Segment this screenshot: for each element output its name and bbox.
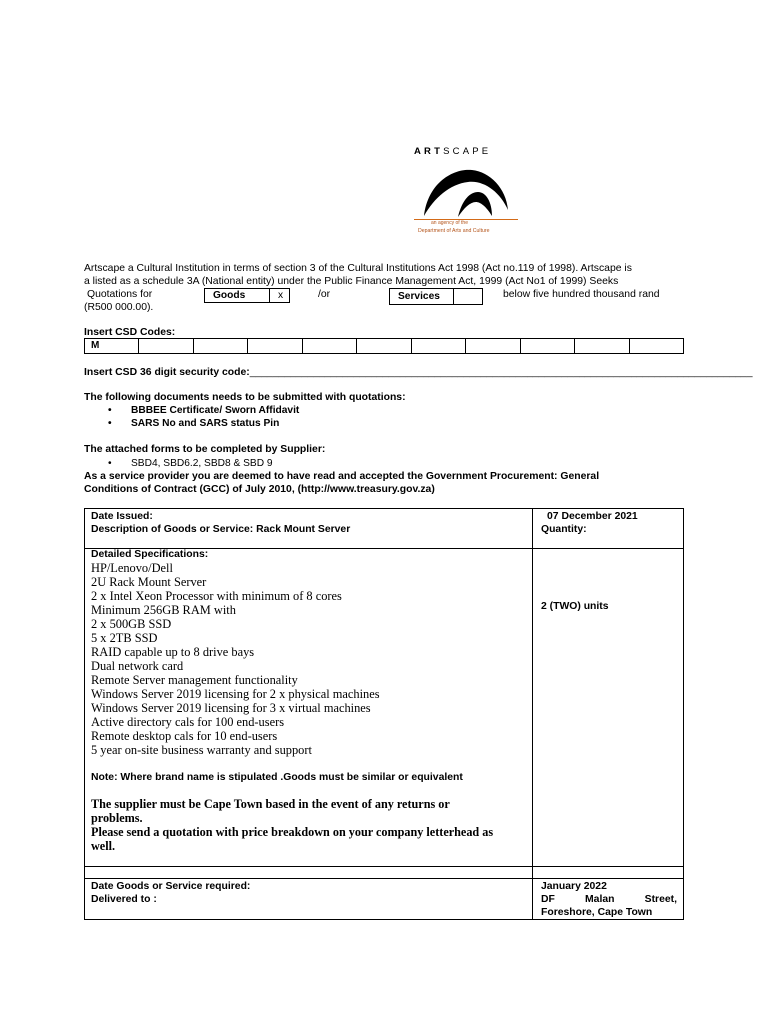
services-divider	[453, 289, 454, 304]
quantity-label: Quantity:	[541, 524, 587, 535]
forms-list	[84, 457, 273, 470]
date-issued-label: Date Issued:	[91, 511, 153, 522]
csd-code-cell[interactable]	[356, 339, 410, 353]
address-word: Street,	[644, 894, 677, 905]
date-issued-value: 07 December 2021	[547, 511, 638, 522]
gcc-line-1: As a service provider you are deemed to have read and accepted the Government Procurement: General	[84, 471, 600, 482]
delivered-to-value-line-2: Foreshore, Cape Town	[541, 907, 653, 918]
goods-divider	[269, 289, 270, 302]
list-item: 5 x 2TB SSD	[91, 631, 158, 645]
list-item: 2U Rack Mount Server	[91, 575, 207, 589]
spec-list	[91, 561, 380, 757]
csd-label: Insert CSD Codes:	[84, 327, 176, 338]
gcc-line-2: Conditions of Contract (GCC) of July 2010, (http://www.treasury.gov.za)	[84, 484, 435, 495]
csd-code-cell[interactable]	[465, 339, 519, 353]
csd-code-cell[interactable]	[520, 339, 574, 353]
documents-list	[84, 404, 299, 430]
list-item: • SBD4, SBD6.2, SBD8 & SBD 9	[84, 457, 273, 470]
list-item: RAID capable up to 8 drive bays	[91, 645, 255, 659]
delivered-to-label: Delivered to :	[91, 894, 157, 905]
list-item: Active directory cals for 100 end-users	[91, 715, 285, 729]
forms-heading: The attached forms to be completed by Supplier:	[84, 444, 326, 455]
list-item: Windows Server 2019 licensing for 2 x physical machines	[91, 687, 380, 701]
date-required-label: Date Goods or Service required:	[91, 881, 251, 892]
quantity-value: 2 (TWO) units	[541, 601, 609, 612]
services-label: Services	[398, 291, 440, 302]
list-item: 2 x 500GB SSD	[91, 617, 172, 631]
delivered-to-value-line-1	[541, 893, 677, 906]
list-item: Minimum 256GB RAM with	[91, 603, 236, 617]
services-checkbox[interactable]	[389, 288, 483, 305]
list-item: • BBBEE Certificate/ Sworn Affidavit	[84, 404, 299, 417]
list-item: Remote desktop cals for 10 end-users	[91, 729, 278, 743]
goods-mark: x	[278, 290, 284, 301]
date-required-value: January 2022	[541, 881, 607, 892]
spec-heading: Detailed Specifications:	[91, 549, 209, 560]
security-code-label: Insert CSD 36 digit security code:	[84, 367, 250, 378]
intro-line-1: Artscape a Cultural Institution in terms of section 3 of the Cultural Institutions Act 1998 (Act no.119 of 1998). Artscape is	[84, 263, 632, 274]
or-label: /or	[318, 289, 331, 300]
amount-text: (R500 000.00).	[84, 302, 154, 313]
csd-code-cell[interactable]	[629, 339, 683, 353]
quotation-instruction-line-2: well.	[91, 839, 116, 853]
quotations-for-label: Quotations for	[87, 289, 153, 300]
below-threshold-text: below five hundred thousand rand	[503, 289, 660, 300]
brand-note: Note: Where brand name is stipulated .Goods must be similar or equivalent	[91, 772, 463, 783]
csd-code-cell[interactable]	[193, 339, 247, 353]
list-item: HP/Lenovo/Dell	[91, 561, 173, 575]
list-item: Remote Server management functionality	[91, 673, 298, 687]
list-item: Windows Server 2019 licensing for 3 x virtual machines	[91, 701, 371, 715]
list-item: • SARS No and SARS status Pin	[84, 417, 299, 430]
supplier-requirement-line-2: problems.	[91, 811, 143, 825]
csd-code-cell[interactable]	[138, 339, 192, 353]
logo-caption-department: Department of Arts and Culture	[418, 228, 490, 234]
security-code-blank[interactable]: _______________________________________________________________________________________	[249, 367, 753, 378]
list-item: 2 x Intel Xeon Processor with minimum of 8 cores	[91, 589, 342, 603]
table-row-divider	[84, 866, 684, 867]
documents-heading: The following documents needs to be submitted with quotations:	[84, 392, 406, 403]
logo-caption-agency: an agency of the	[431, 220, 468, 226]
table-column-divider	[532, 508, 533, 920]
goods-checkbox[interactable]	[204, 288, 290, 303]
list-item: 5 year on-site business warranty and support	[91, 743, 312, 757]
address-word: DF	[541, 894, 555, 905]
csd-code-cell[interactable]	[302, 339, 356, 353]
goods-label: Goods	[213, 290, 246, 301]
csd-code-grid[interactable]	[84, 338, 684, 354]
list-item: Dual network card	[91, 659, 184, 673]
artscape-logo-icon	[418, 160, 514, 218]
table-row-divider	[84, 878, 684, 879]
quotation-instruction-line-1: Please send a quotation with price breakdown on your company letterhead as	[91, 825, 494, 839]
csd-code-cell[interactable]	[411, 339, 465, 353]
description-label: Description of Goods or Service: Rack Mount Server	[91, 524, 351, 535]
address-word: Malan	[585, 894, 615, 905]
security-code-row[interactable]	[84, 366, 752, 379]
csd-code-cell[interactable]	[574, 339, 628, 353]
csd-code-cell[interactable]	[247, 339, 301, 353]
intro-line-2: a listed as a schedule 3A (National entity) under the Public Finance Management Act, 1999 (Act No1 of 1999) Seeks	[84, 276, 619, 287]
supplier-requirement-line-1: The supplier must be Cape Town based in the event of any returns or	[91, 797, 450, 811]
csd-code-cell[interactable]: M	[91, 340, 100, 351]
logo-wordmark: ARTSCAPE	[414, 146, 492, 157]
